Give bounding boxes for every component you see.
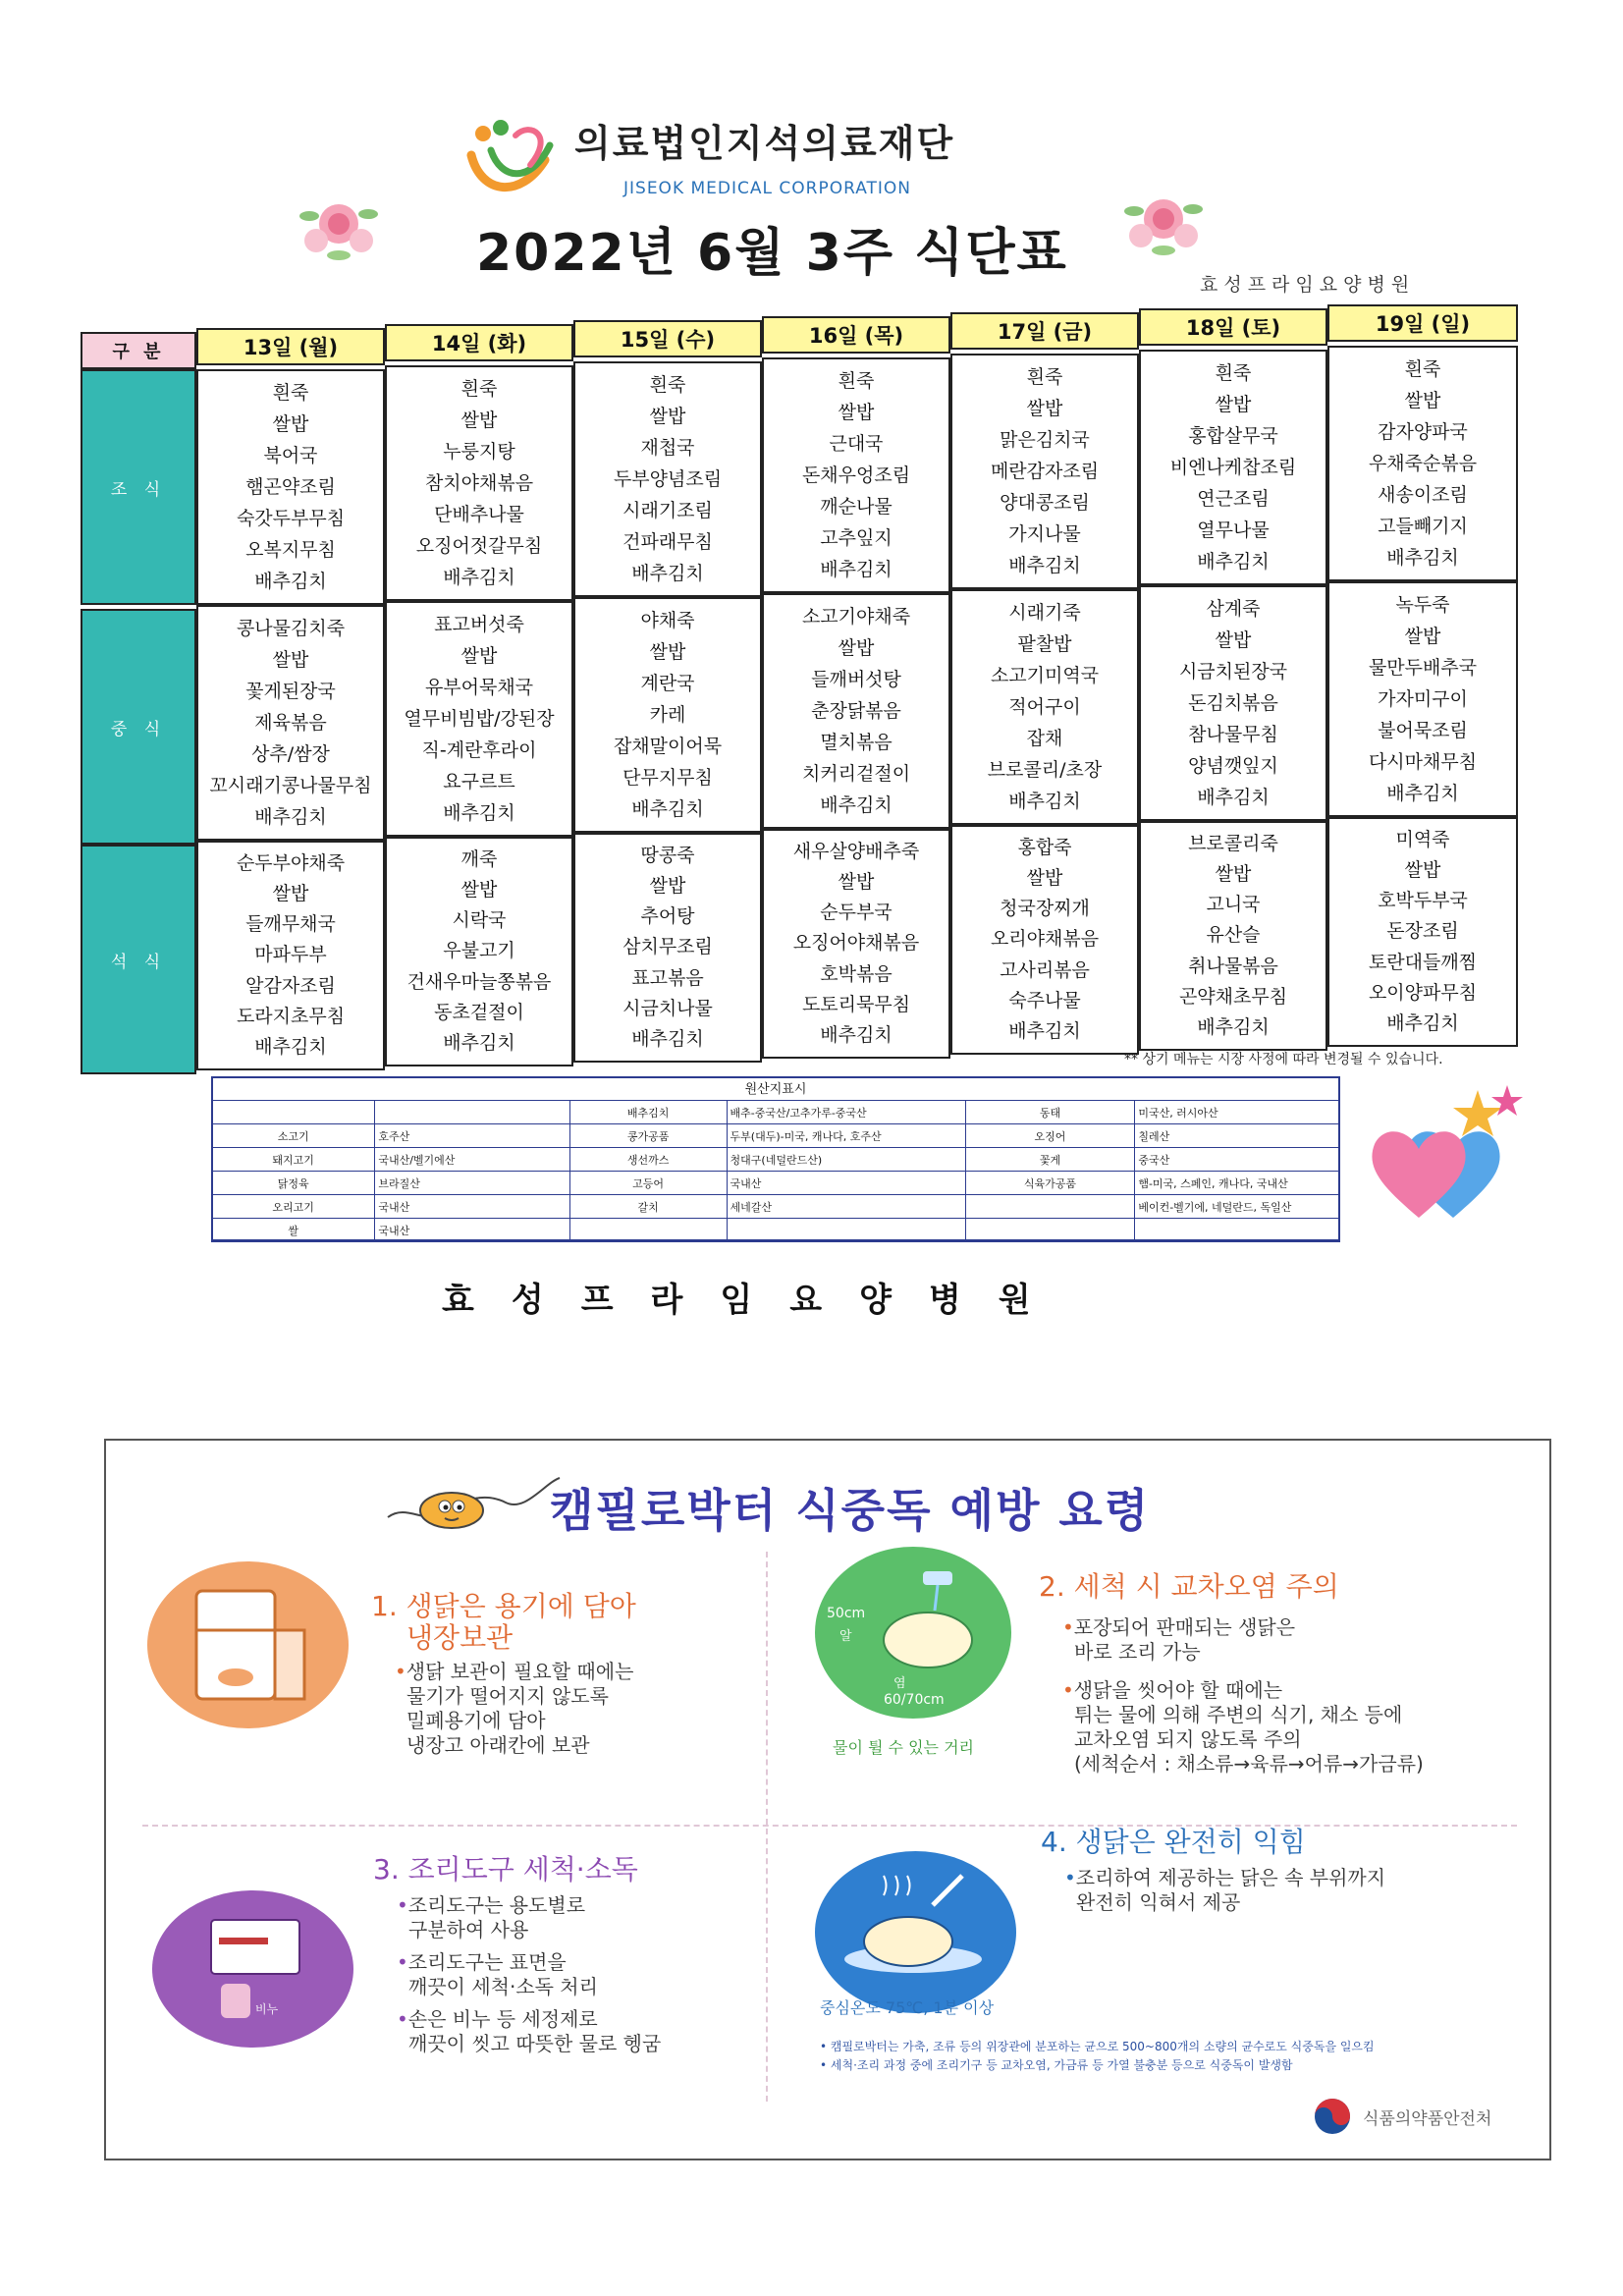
day-header-1: 13일 (월): [196, 328, 385, 365]
menu-item: 열무비빔밥/강된장: [404, 707, 555, 730]
menu-item: 돈채우엉조림: [801, 464, 911, 486]
menu-item: 돈장조림: [1386, 920, 1459, 943]
menu-item: 다시마채무침: [1368, 750, 1478, 773]
footnote-1: • 캠필로박터는 가축, 조류 등의 위장관에 분포하는 균으로 500~800개의 소량의 균수로도 식중독을 일으킴: [820, 2040, 1375, 2053]
menu-cell: [196, 605, 385, 841]
origin-cell: [965, 1219, 1135, 1242]
menu-item: 치커리겉절이: [801, 762, 911, 785]
menu-cell: [1139, 821, 1327, 1051]
origin-cell: 고등어: [569, 1172, 727, 1195]
day-header-7: 19일 (일): [1327, 304, 1518, 342]
menu-item: 쌀밥: [1404, 389, 1441, 411]
menu-item: 삼계죽: [1206, 597, 1261, 620]
flower-decoration-icon: [295, 187, 383, 265]
menu-item: 브로콜리/초장: [987, 758, 1103, 781]
menu-item: 메란감자조림: [990, 460, 1100, 482]
menu-item: 고사리볶음: [1000, 958, 1090, 981]
table-row: [212, 1101, 1340, 1124]
menu-item: 숙주나물: [1008, 989, 1081, 1011]
menu-cell: [762, 593, 950, 829]
menu-item: 배추김치: [1197, 1015, 1270, 1038]
menu-item: 들깨버섯탕: [811, 668, 901, 690]
origin-cell: [727, 1219, 965, 1242]
menu-item: 춘장닭볶음: [811, 699, 901, 722]
table-row: [212, 1219, 1340, 1242]
origin-cell: 오리고기: [212, 1195, 375, 1219]
foundation-logo-icon: [461, 116, 560, 204]
menu-item: 오징어젓갈무침: [415, 534, 543, 557]
menu-item: 동초겉절이: [434, 1001, 524, 1023]
menu-item: 고들빼기지: [1378, 515, 1468, 537]
menu-item: 시래기죽: [1008, 601, 1081, 624]
origin-table-title: 원산지표시: [744, 1082, 807, 1097]
origin-cell: [965, 1195, 1135, 1219]
origin-cell: 칠레산: [1135, 1124, 1340, 1148]
menu-item: 열무나물: [1197, 519, 1270, 541]
menu-cell: [950, 354, 1139, 589]
menu-item: 새우살양배추죽: [792, 841, 920, 863]
menu-item: 멸치볶음: [820, 731, 893, 753]
menu-item: 흰죽: [838, 369, 875, 392]
menu-cell: [196, 369, 385, 605]
menu-cell: [762, 357, 950, 593]
menu-item: 곤약채초무침: [1178, 985, 1288, 1008]
origin-cell: 돼지고기: [212, 1148, 375, 1172]
menu-item: 배추김치: [820, 1023, 893, 1046]
flower-decoration-icon: [1119, 182, 1208, 260]
hearts-decoration-icon: [1360, 1080, 1532, 1228]
menu-item: 유부어묵채국: [424, 676, 534, 698]
menu-item: 순두부국: [820, 902, 893, 924]
origin-cell: 국내산: [375, 1195, 569, 1219]
menu-cell: [950, 825, 1139, 1055]
table-row: [212, 1172, 1340, 1195]
menu-item: 배추김치: [1008, 790, 1081, 812]
menu-item: 쌀밥: [460, 409, 498, 431]
menu-item: 양대콩조림: [1000, 491, 1090, 514]
menu-item: 쌀밥: [649, 405, 686, 427]
origin-cell: 생선까스: [569, 1148, 727, 1172]
menu-item: 참나물무침: [1188, 723, 1278, 745]
origin-cell: 브라질산: [375, 1172, 569, 1195]
menu-item: 흰죽: [649, 373, 686, 396]
menu-cell: [573, 361, 762, 597]
menu-item: 청국장찌개: [1000, 898, 1090, 920]
menu-item: 가지나물: [1008, 522, 1081, 545]
menu-item: 오징어야채볶음: [792, 932, 920, 955]
menu-item: 배추김치: [1386, 546, 1459, 569]
menu-item: 쌀밥: [272, 412, 309, 435]
menu-item: 배추김치: [820, 558, 893, 580]
menu-item: 쌀밥: [838, 401, 875, 423]
table-row: [212, 1124, 1340, 1148]
menu-cell: [1327, 346, 1518, 581]
menu-item: 오복지무침: [245, 538, 336, 561]
menu-item: 두부양념조림: [613, 467, 723, 490]
menu-item: 쌀밥: [838, 636, 875, 659]
menu-item: 땅콩죽: [640, 845, 695, 867]
menu-item: 양념깻잎지: [1188, 754, 1278, 777]
menu-item: 연근조림: [1197, 487, 1270, 510]
origin-cell: [569, 1219, 727, 1242]
menu-item: 물만두배추국: [1368, 656, 1478, 679]
menu-item: 쌀밥: [460, 879, 498, 902]
menu-item: 추어탕: [640, 905, 695, 928]
menu-cell: [762, 829, 950, 1059]
menu-cell: [385, 365, 573, 601]
origin-cell: 오징어: [965, 1124, 1135, 1148]
menu-item: 소고기야채죽: [801, 605, 911, 628]
menu-item: 쌀밥: [1215, 863, 1252, 886]
menu-cell: [1139, 585, 1327, 821]
menu-item: 표고볶음: [631, 966, 704, 989]
menu-cell: [950, 589, 1139, 825]
bacteria-mascot-icon: [378, 1463, 565, 1537]
menu-item: 근대국: [829, 432, 884, 455]
menu-item: 배추김치: [254, 570, 327, 592]
meal-label-2: 중 식: [81, 609, 196, 845]
meal-label-1: 조 식: [81, 369, 196, 605]
origin-cell: 햄-미국, 스페인, 캐나다, 국내산: [1135, 1172, 1340, 1195]
menu-item: 도라지초무침: [236, 1005, 346, 1027]
menu-item: 꽃게된장국: [245, 680, 336, 702]
menu-item: 흰죽: [1215, 361, 1252, 384]
menu-item: 시금치된장국: [1178, 660, 1288, 683]
section-divider-horizontal: [142, 1825, 1517, 1827]
menu-item: 카레: [649, 703, 686, 726]
fridge-illustration-icon: [147, 1561, 349, 1728]
menu-item: 시금치나물: [622, 997, 713, 1019]
origin-cell: [212, 1101, 375, 1124]
cooking-tools-illustration-icon: 비누: [152, 1890, 353, 2048]
menu-item: 시래기조림: [622, 499, 713, 521]
origin-cell: 소고기: [212, 1124, 375, 1148]
menu-item: 배추김치: [1008, 1019, 1081, 1042]
section-1-bullets: •생닭 보관이 필요할 때에는 물기가 떨어지지 않도록 밀폐용기에 담아 냉장고 아래칸에 보관: [395, 1660, 634, 1757]
menu-change-note: ** 상기 메뉴는 시장 사정에 따라 변경될 수 있습니다.: [1124, 1052, 1443, 1067]
origin-cell: 꽃게: [965, 1148, 1135, 1172]
section-3-title: 3. 조리도구 세척·소독: [373, 1853, 638, 1886]
menu-cell: [1327, 581, 1518, 817]
menu-cell: [385, 837, 573, 1066]
origin-cell: [1135, 1219, 1340, 1242]
menu-item: 흰죽: [460, 377, 498, 400]
menu-cell: [573, 597, 762, 833]
cooked-chicken-illustration-icon: [815, 1851, 1016, 2013]
menu-item: 배추김치: [1197, 786, 1270, 808]
day-header-4: 16일 (목): [762, 316, 950, 354]
menu-item: 돈김치볶음: [1188, 691, 1278, 714]
menu-item: 불어묵조림: [1378, 719, 1468, 741]
origin-cell: 청대구(네덜란드산): [727, 1148, 965, 1172]
menu-item: 단무지무침: [622, 766, 713, 789]
origin-cell: 호주산: [375, 1124, 569, 1148]
menu-item: 감자양파국: [1378, 420, 1468, 443]
menu-item: 단배추나물: [434, 503, 524, 525]
menu-item: 건새우마늘쫑볶음: [406, 970, 552, 993]
origin-cell: 세네갈산: [727, 1195, 965, 1219]
menu-item: 제육볶음: [254, 711, 327, 734]
origin-cell: 국내산/벨기에산: [375, 1148, 569, 1172]
menu-item: 새송이조림: [1378, 483, 1468, 506]
menu-item: 오리야채볶음: [990, 928, 1100, 951]
menu-item: 시락국: [452, 909, 507, 932]
menu-item: 배추김치: [631, 797, 704, 820]
menu-item: 삼치무조림: [622, 936, 713, 958]
menu-item: 쌀밥: [838, 871, 875, 894]
menu-item: 쌀밥: [272, 648, 309, 671]
menu-item: 상추/쌈장: [251, 742, 330, 765]
origin-cell: 닭정육: [212, 1172, 375, 1195]
section-3-bullets: •조리도구는 용도별로 구분하여 사용 •조리도구는 표면을 깨끗이 세척·소독 처리 •손은 비누 등 세정제로 깨끗이 씻고 따뜻한 물로 헹굼: [397, 1893, 662, 2055]
splash-distance-caption: 물이 튈 수 있는 거리: [833, 1738, 974, 1757]
menu-item: 야채죽: [640, 609, 695, 631]
menu-item: 쌀밥: [1215, 393, 1252, 415]
menu-item: 쌀밥: [1215, 629, 1252, 651]
menu-item: 도토리묵무침: [801, 993, 911, 1015]
page-title: 2022년 6월 3주 식단표: [476, 224, 1068, 283]
organization-name-english: JISEOK MEDICAL CORPORATION: [623, 179, 912, 198]
origin-cell: 국내산: [727, 1172, 965, 1195]
menu-cell: [573, 833, 762, 1063]
washing-chicken-illustration-icon: 50cm 알 염 60/70cm: [815, 1547, 1011, 1719]
day-header-3: 15일 (수): [573, 320, 762, 357]
mfds-logo-icon: [1311, 2095, 1355, 2139]
origin-cell: 콩가공품: [569, 1124, 727, 1148]
footnote-2: • 세척·조리 과정 중에 조리기구 등 교차오염, 가금류 등 가열 불충분 등으로 식중독이 발생함: [820, 2058, 1293, 2072]
hospital-name-large: 효성프라임요양병원: [442, 1281, 1068, 1320]
menu-item: 브로콜리죽: [1188, 833, 1278, 855]
menu-item: 팥찰밥: [1017, 632, 1072, 655]
menu-item: 배추김치: [1386, 1011, 1459, 1034]
menu-item: 쌀밥: [460, 644, 498, 667]
menu-item: 호박두부국: [1378, 890, 1468, 912]
menu-item: 우불고기: [443, 940, 515, 962]
menu-item: 배추김치: [631, 1027, 704, 1050]
menu-item: 취나물볶음: [1188, 955, 1278, 977]
menu-item: 비엔나케찹조림: [1169, 456, 1297, 478]
menu-item: 누룽지탕: [443, 440, 515, 463]
menu-item: 우채죽순볶음: [1368, 452, 1478, 474]
origin-cell: [375, 1101, 569, 1124]
table-row: [212, 1148, 1340, 1172]
menu-item: 표고버섯죽: [434, 613, 524, 635]
menu-item: 쌀밥: [272, 883, 309, 905]
origin-cell: 갈치: [569, 1195, 727, 1219]
menu-item: 쌀밥: [649, 640, 686, 663]
menu-item: 요구르트: [443, 770, 515, 793]
menu-item: 가자미구이: [1378, 687, 1468, 710]
menu-item: 유산슬: [1206, 924, 1261, 947]
menu-item: 쌀밥: [1404, 625, 1441, 647]
agency-name: 식품의약품안전처: [1363, 2109, 1492, 2129]
menu-cell: [1327, 817, 1518, 1047]
menu-item: 배추김치: [443, 801, 515, 824]
section-4-title: 4. 생닭은 완전히 익힘: [1041, 1826, 1306, 1858]
menu-item: 잡채말이어묵: [613, 735, 723, 757]
section-2-title: 2. 세척 시 교차오염 주의: [1039, 1570, 1339, 1603]
table-row: [212, 1195, 1340, 1219]
menu-item: 호박볶음: [820, 962, 893, 985]
menu-item: 배추김치: [1197, 550, 1270, 573]
day-header-2: 14일 (화): [385, 324, 573, 361]
campylobacter-title: 캠필로박터 식중독 예방 요령: [550, 1484, 1151, 1537]
menu-item: 쌀밥: [649, 875, 686, 898]
origin-table: [211, 1100, 1340, 1242]
section-1-title: 1. 생닭은 용기에 담아 냉장보관: [371, 1590, 636, 1655]
menu-item: 적어구이: [1008, 695, 1081, 718]
menu-item: 깨순나물: [820, 495, 893, 518]
organization-name: 의료법인지석의료재단: [574, 122, 955, 165]
menu-item: 재첩국: [640, 436, 695, 459]
menu-cell: [1139, 350, 1327, 585]
corner-header: 구 분: [81, 332, 196, 369]
menu-item: 배추김치: [443, 566, 515, 588]
menu-item: 직-계란후라이: [421, 738, 537, 761]
origin-cell: 두부(대두)-미국, 캐나다, 호주산: [727, 1124, 965, 1148]
menu-item: 오이양파무침: [1368, 981, 1478, 1004]
menu-item: 맑은김치국: [1000, 428, 1090, 451]
menu-item: 배추김치: [254, 805, 327, 828]
menu-item: 배추김치: [631, 562, 704, 584]
section-divider-vertical: [766, 1552, 768, 2102]
menu-item: 마파두부: [254, 944, 327, 966]
menu-item: 배추김치: [443, 1031, 515, 1054]
menu-item: 콩나물김치죽: [236, 617, 346, 639]
meal-label-3: 석 식: [81, 845, 196, 1074]
menu-item: 꼬시래기콩나물무침: [209, 774, 372, 796]
menu-item: 잡채: [1026, 727, 1063, 749]
menu-item: 깨죽: [460, 848, 498, 871]
origin-cell: 배추-중국산/고추가루-중국산: [727, 1101, 965, 1124]
menu-item: 숙갓두부무침: [236, 507, 346, 529]
menu-item: 홍합살무국: [1188, 424, 1278, 447]
weekly-menu-table: [81, 295, 1518, 1074]
menu-item: 햄곤약조림: [245, 475, 336, 498]
origin-cell: 미국산, 러시아산: [1135, 1101, 1340, 1124]
menu-item: 순두부야채죽: [236, 852, 346, 875]
core-temperature-caption: 중심온도 75℃, 1분 이상: [820, 1998, 995, 2017]
menu-item: 흰죽: [1026, 365, 1063, 388]
menu-item: 배추김치: [1386, 782, 1459, 804]
section-4-bullets: •조리하여 제공하는 닭은 속 부위까지 완전히 익혀서 제공: [1064, 1866, 1386, 1914]
menu-item: 고니국: [1206, 894, 1261, 916]
menu-item: 배추김치: [820, 793, 893, 816]
origin-cell: 배추김치: [569, 1101, 727, 1124]
menu-item: 홍합죽: [1017, 837, 1072, 859]
day-header-5: 17일 (금): [950, 312, 1139, 350]
menu-item: 소고기미역국: [990, 664, 1100, 686]
menu-item: 배추김치: [254, 1035, 327, 1058]
menu-item: 흰죽: [1404, 357, 1441, 380]
origin-cell: 베이컨-벨기에, 네덜란드, 독일산: [1135, 1195, 1340, 1219]
hospital-name-small: 효성프라임요양병원: [1200, 274, 1416, 296]
origin-cell: 동태: [965, 1101, 1135, 1124]
menu-item: 알감자조림: [245, 974, 336, 997]
menu-item: 계란국: [640, 672, 695, 694]
day-header-6: 18일 (토): [1139, 308, 1327, 346]
menu-cell: [196, 841, 385, 1070]
menu-item: 쌀밥: [1026, 867, 1063, 890]
menu-item: 참치야채볶음: [424, 471, 534, 494]
menu-item: 건파래무침: [622, 530, 713, 553]
section-2-bullets: •포장되어 판매되는 생닭은 바로 조리 가능 •생닭을 씻어야 할 때에는 튀는 물에 의해 주변의 식기, 채소 등에 교차오염 되지 않도록 주의 (세척순서 : 채소류→육류→어류→가금류): [1062, 1615, 1424, 1776]
origin-cell: 식육가공품: [965, 1172, 1135, 1195]
menu-item: 녹두죽: [1395, 593, 1450, 616]
origin-cell: 쌀: [212, 1219, 375, 1242]
menu-item: 쌀밥: [1026, 397, 1063, 419]
menu-item: 미역죽: [1395, 829, 1450, 851]
menu-item: 고추잎지: [820, 526, 893, 549]
menu-item: 배추김치: [1008, 554, 1081, 576]
menu-item: 흰죽: [272, 381, 309, 404]
menu-item: 들깨무채국: [245, 913, 336, 936]
origin-cell: 국내산: [375, 1219, 569, 1242]
menu-cell: [385, 601, 573, 837]
menu-item: 쌀밥: [1404, 859, 1441, 882]
origin-cell: 중국산: [1135, 1148, 1340, 1172]
menu-item: 북어국: [263, 444, 318, 466]
menu-item: 토란대들깨찜: [1368, 951, 1478, 973]
